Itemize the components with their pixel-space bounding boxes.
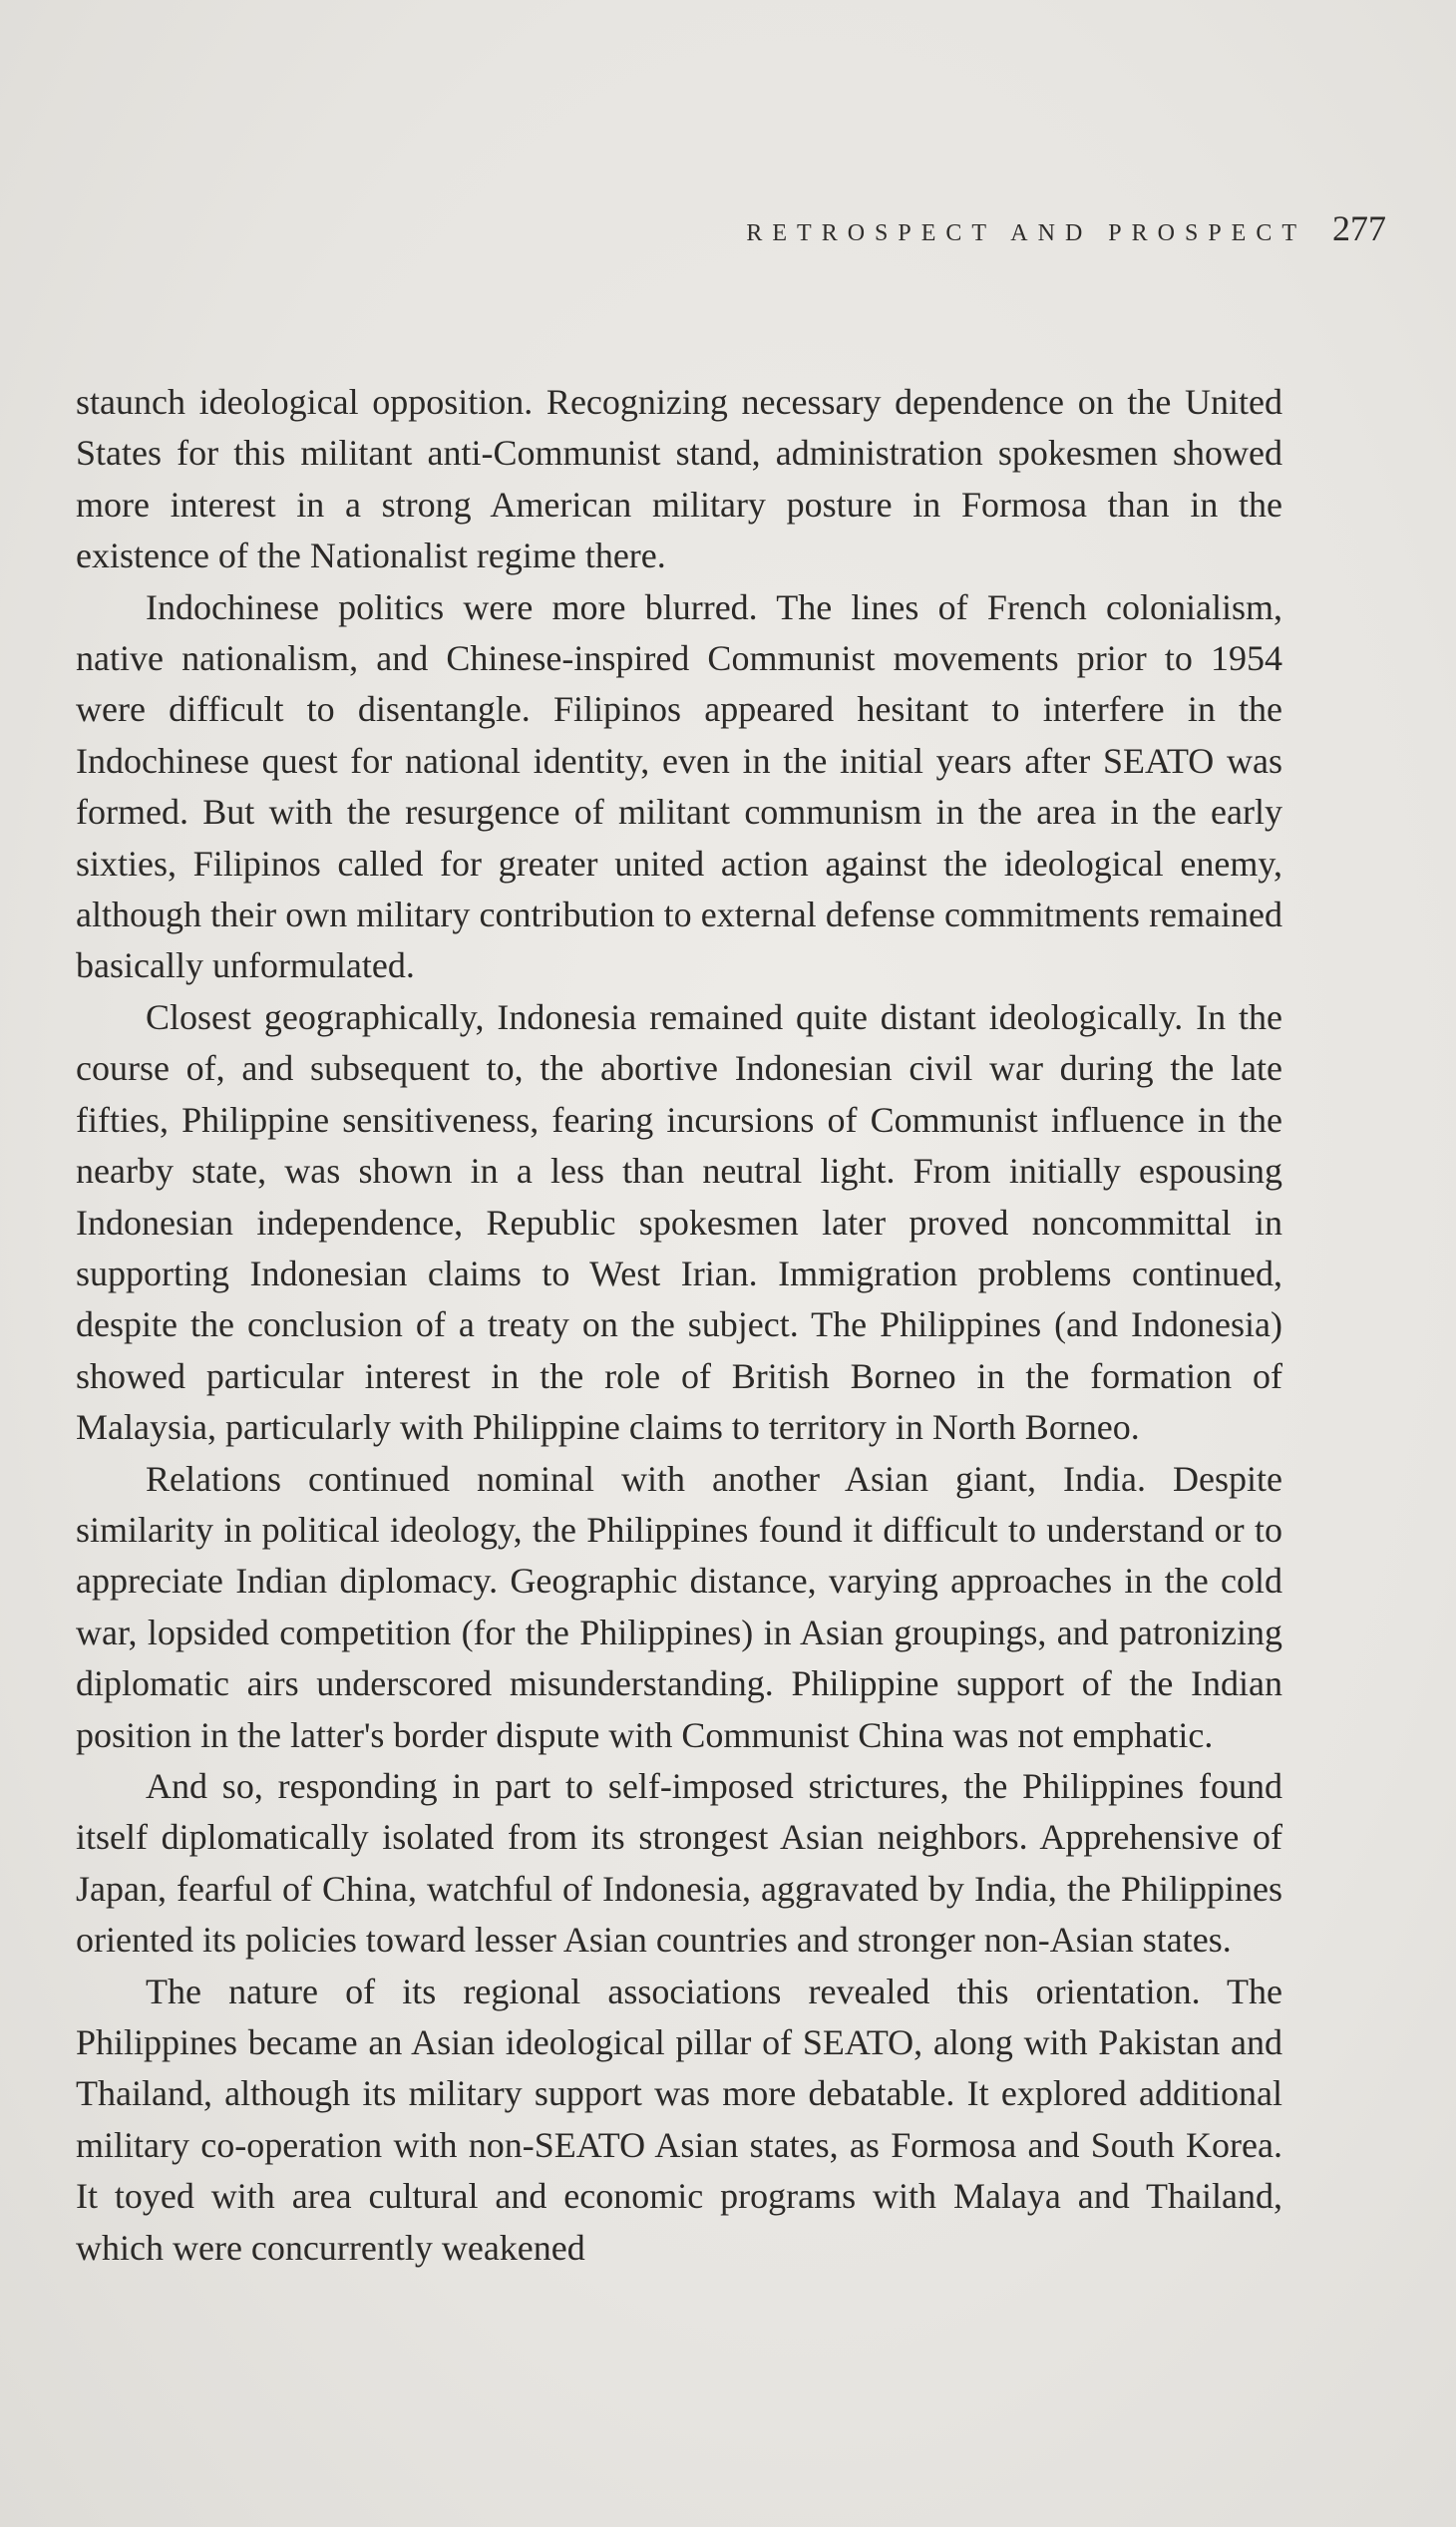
paragraph-indochina: Indochinese politics were more blurred. The lines of French colonialism, native nationalism, and Chinese-inspired Communist movements prior to 1954 were difficult to disentangle. Filipinos appeared hesitant to interfere in the Indochinese quest for national identity, even in the initial years after SEATO was formed. But with the resurgence of militant communism in the area in the early sixties, Filipinos called for greater united action against the ideological enemy, although their own military contribution to external defense commitments remained basically unformulated. xyxy=(76,586,1282,986)
paragraph-continuation: staunch ideological opposition. Recognizing necessary dependence on the United States for this militant anti-Communist stand, administration spokesmen showed more interest in a strong American military posture in Formosa than in the existence of the Nationalist regime there. xyxy=(76,382,1282,576)
paragraph-indonesia: Closest geographically, Indonesia remained quite distant ideologically. In the course of, and subsequent to, the abortive Indonesian civil war during the late fifties, Philippine sensitiveness, fearing incursions of Communist influence in the nearby state, was shown in a less than neutral light. From initially espousing Indonesian independence, Republic spokesmen later proved noncommittal in supporting Indonesian claims to West Irian. Immigration problems continued, despite the conclusion of a treaty on the subject. The Philippines (and Indonesia) showed particular interest in the role of British Borneo in the formation of Malaysia, particularly with Philippine claims to territory in North Borneo. xyxy=(76,996,1282,1448)
paragraph-india: Relations continued nominal with another Asian giant, India. Despite similarity in political ideology, the Philippines found it difficult to understand or to appreciate Indian diplomacy. Geographic distance, varying approaches in the cold war, lopsided competition (for the Philippines) in Asian groupings, and patronizing diplomatic airs underscored misunderstanding. Philippine support of the Indian position in the latter's border dispute with Communist China was not emphatic. xyxy=(76,1458,1282,1755)
page-number: 277 xyxy=(1332,208,1386,248)
body-text xyxy=(76,377,1282,2274)
paragraph-regional-associations: The nature of its regional associations revealed this orientation. The Philippines became an Asian ideological pillar of SEATO, along with Pakistan and Thailand, although its military support was more debatable. It explored additional military co-operation with non-SEATO Asian states, as Formosa and South Korea. It toyed with area cultural and economic programs with Malaya and Thailand, which were concurrently weakened xyxy=(76,1971,1282,2268)
paragraph-isolation: And so, responding in part to self-imposed strictures, the Philippines found itself diplomatically isolated from its strongest Asian neighbors. Apprehensive of Japan, fearful of China, watchful of Indonesia, aggravated by India, the Philippines oriented its policies toward lesser Asian countries and stronger non-Asian states. xyxy=(76,1765,1282,1961)
running-head xyxy=(628,207,1386,257)
running-title: RETROSPECT AND PROSPECT xyxy=(746,220,1306,246)
